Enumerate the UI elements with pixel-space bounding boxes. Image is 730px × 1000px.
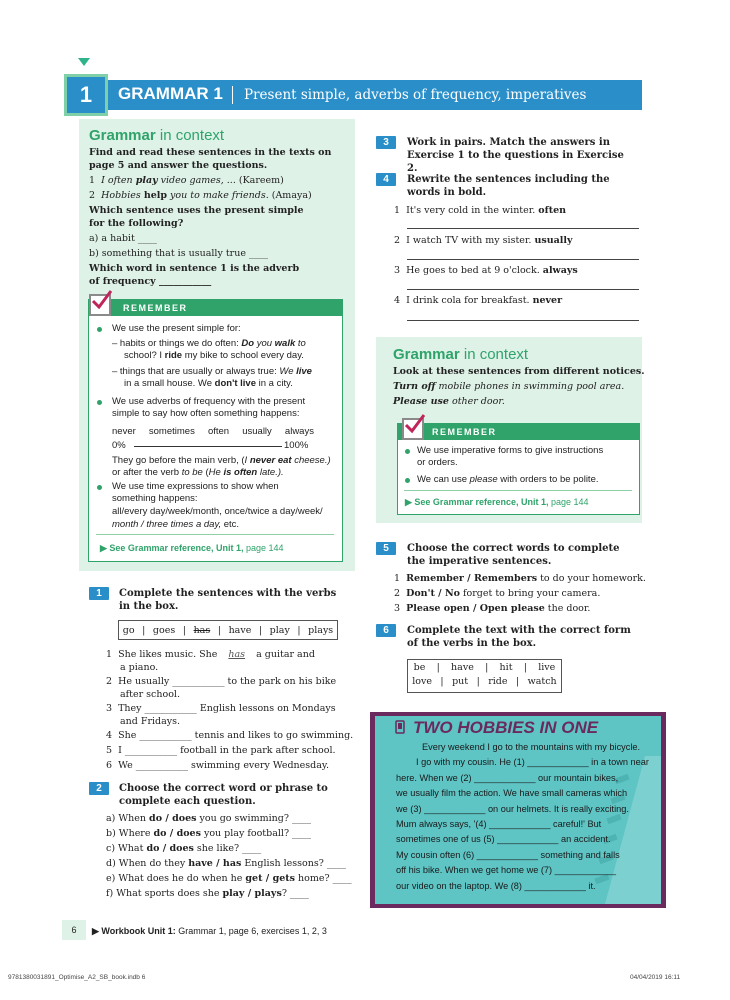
word-have: have xyxy=(228,624,252,636)
bullet-icon xyxy=(97,327,102,332)
word-go: go xyxy=(122,624,135,636)
ex1-item-1: 1 She likes music. She has a guitar and a piano. xyxy=(106,649,315,673)
remember-time-expr-2: month / three times a day, etc. xyxy=(112,519,240,530)
ex2-item-d: d) When do they have / has English lessons? ____ xyxy=(106,858,346,869)
exercise-5-question: Choose the correct words to complete the imperative sentences. xyxy=(407,543,620,567)
blog-line: we usually film the action. We have small cameras which xyxy=(396,788,628,799)
gic-question-2: Which word in sentence 1 is the adverb of frequency ___________ xyxy=(89,263,300,287)
freq-never: never xyxy=(112,426,136,437)
bullet-icon xyxy=(97,485,102,490)
page-number-text: 6 xyxy=(71,925,77,935)
remember-before-1: They go before the main verb, (I never eat cheese.) xyxy=(112,455,331,466)
blog-line: here. When we (2) ____________ our mountain bikes, xyxy=(396,772,619,783)
remember-point-2a: We use adverbs of frequency with the present xyxy=(112,396,306,407)
word-watch: watch xyxy=(527,676,557,687)
blog-title: TWO HOBBIES IN ONE xyxy=(413,718,599,737)
freq-always: always xyxy=(284,426,314,437)
word-hit: hit xyxy=(499,662,513,673)
print-date: 04/04/2019 16:11 xyxy=(630,974,681,981)
blog-text xyxy=(380,740,660,894)
word-be: be xyxy=(413,662,426,673)
remember-heading: REMEMBER xyxy=(89,300,342,316)
phone-icon xyxy=(395,719,407,733)
gic2-sentence-2: Please use other door. xyxy=(393,396,505,407)
scale-0-percent: 0% xyxy=(112,440,126,451)
freq-sometimes: sometimes xyxy=(148,426,195,437)
ex1-item-2: 2 He usually ___________ to the park on his bike after school. xyxy=(106,676,337,700)
gic2-intro: Look at these sentences from different notices. xyxy=(393,366,645,377)
frequency-scale xyxy=(112,426,314,438)
exercise-5-number: 5 xyxy=(376,542,396,555)
blog-line: Mum always says, '(4) ____________ careful!' But xyxy=(396,819,602,830)
freq-usually: usually xyxy=(242,426,272,437)
blog-line: off his bike. When we get home we (7) ____________ xyxy=(396,865,616,876)
ex2-item-b: b) Where do / does you play football? ____ xyxy=(106,828,312,839)
word-ride: ride xyxy=(488,676,508,687)
remember-point-2b: simple to say how often something happens: xyxy=(112,408,300,419)
title-divider xyxy=(232,86,233,104)
ex4-answer-line-2[interactable] xyxy=(407,259,639,260)
scale-line xyxy=(134,446,282,447)
ex4-item-4: 4 I drink cola for breakfast. never xyxy=(394,295,563,306)
exercise-2-question: Choose the correct word or phrase to complete each question. xyxy=(119,783,328,807)
gic-sentence-1: 1 I often play video games, ... (Kareem) xyxy=(89,175,284,186)
grammar-in-context-heading: Grammar in context xyxy=(89,127,225,144)
exercise-1-question: Complete the sentences with the verbs in the box. xyxy=(119,588,337,612)
grammar-reference-link[interactable]: ▶ See Grammar reference, Unit 1, page 144 xyxy=(100,543,284,553)
remember2-point-1b: or orders. xyxy=(417,457,458,468)
ex1-item-3: 3 They ___________ English lessons on Mondays and Fridays. xyxy=(106,703,336,727)
gic-intro: Find and read these sentences in the texts on page 5 and answer the questions. xyxy=(89,147,332,171)
ex2-item-a: a) When do / does you go swimming? ____ xyxy=(106,813,311,824)
page-number xyxy=(62,920,86,940)
ex1-item-5: 5 I ___________ football in the park after school. xyxy=(106,745,336,756)
freq-often: often xyxy=(207,426,230,437)
exercise-4-question: Rewrite the sentences including the words in bold. xyxy=(407,174,610,198)
ex2-item-f: f) What sports does she play / plays? ____ xyxy=(106,888,309,899)
grammar-in-context-heading-2: Grammar in context xyxy=(393,346,529,363)
blog-line: we (3) ____________ on our helmets. It is really exciting. xyxy=(396,803,629,814)
remember-habit-line-1: – habits or things we do often: Do you walk to xyxy=(112,338,306,349)
blog-line: sometimes one of us (5) ____________ an accident. xyxy=(396,834,611,845)
bullet-icon xyxy=(405,478,410,483)
word-box-6: be | have | hit | live love | put | ride | watch xyxy=(407,659,562,693)
ex4-answer-line-1[interactable] xyxy=(407,228,639,229)
bullet-icon xyxy=(97,400,102,405)
ex4-answer-line-3[interactable] xyxy=(407,289,639,290)
ex5-item-1: 1 Remember / Remembers to do your homework. xyxy=(394,573,646,584)
workbook-reference[interactable]: ▶ Workbook Unit 1: Grammar 1, page 6, exercises 1, 2, 3 xyxy=(92,926,327,936)
word-play: play xyxy=(269,624,290,636)
gic-question-1: Which sentence uses the present simple for the following? xyxy=(89,205,304,229)
ex4-answer-line-4[interactable] xyxy=(407,320,639,321)
exercise-3-number: 3 xyxy=(376,136,396,149)
unit-number: 1 xyxy=(79,82,93,107)
word-plays: plays xyxy=(308,624,334,636)
exercise-6-question: Complete the text with the correct form of the verbs in the box. xyxy=(407,625,631,649)
exercise-3-question: Work in pairs. Match the answers in Exercise 1 to the questions in Exercise 2. xyxy=(407,137,624,174)
remember2-point-1a: We use imperative forms to give instructions xyxy=(417,445,604,456)
remember-point-3b: something happens: xyxy=(112,493,198,504)
checkmark-icon xyxy=(89,294,111,316)
word-goes: goes xyxy=(152,624,176,636)
remember-habit-line-2: school? I ride my bike to school every day. xyxy=(124,350,304,361)
blog-line: Every weekend I go to the mountains with my bicycle. xyxy=(422,742,641,752)
page-subtitle: Present simple, adverbs of frequency, imperatives xyxy=(244,87,587,103)
remember-heading-2: REMEMBER xyxy=(398,424,639,440)
blog-line: I go with my cousin. He (1) ____________ in a town near xyxy=(416,757,649,768)
arrow-down-icon xyxy=(78,58,90,66)
gic-option-a: a) a habit ____ xyxy=(89,233,157,244)
checkmark-icon xyxy=(402,418,424,440)
gic-sentence-2: 2 Hobbies help you to make friends. (Amaya) xyxy=(89,190,312,201)
remember-before-2: or after the verb to be (He is often late.). xyxy=(112,467,284,478)
exercise-1-number: 1 xyxy=(89,587,109,600)
page-title: GRAMMAR 1 xyxy=(118,84,223,103)
ex4-item-3: 3 He goes to bed at 9 o'clock. always xyxy=(394,265,578,276)
ex2-item-c: c) What do / does she like? ____ xyxy=(106,843,262,854)
word-love: love xyxy=(412,676,432,687)
word-box-1: go | goes | has | have | play | plays xyxy=(118,620,338,640)
ex2-item-e: e) What does he do when he get / gets home? ____ xyxy=(106,873,352,884)
remember2-point-2: We can use please with orders to be polite. xyxy=(417,474,599,485)
ex1-example-answer: has xyxy=(228,649,246,660)
word-has: has xyxy=(193,624,211,636)
remember-true-line-1: – things that are usually or always true: We live xyxy=(112,366,312,377)
remember2-divider xyxy=(404,490,632,491)
gic2-sentence-1: Turn off mobile phones in swimming pool area. xyxy=(393,381,625,392)
file-name: 9781380031891_Optimise_A2_SB_book.indb 6 xyxy=(8,974,146,981)
ex1-item-4: 4 She ___________ tennis and likes to go swimming. xyxy=(106,730,354,741)
remember-point-1: We use the present simple for: xyxy=(112,323,241,334)
unit-number-badge xyxy=(64,74,108,116)
remember-time-expr-1: all/every day/week/month, once/twice a day/week/ xyxy=(112,506,323,517)
blog-line: My cousin often (6) ____________ something and falls xyxy=(396,849,620,860)
remember-true-line-2: in a small house. We don't live in a city. xyxy=(124,378,293,389)
blog-line: our video on the laptop. We (8) ____________ it. xyxy=(396,880,596,891)
remember-point-3a: We use time expressions to show when xyxy=(112,481,279,492)
ex5-item-2: 2 Don't / No forget to bring your camera. xyxy=(394,588,601,599)
exercise-2-number: 2 xyxy=(89,782,109,795)
ex4-item-2: 2 I watch TV with my sister. usually xyxy=(394,235,573,246)
exercise-4-number: 4 xyxy=(376,173,396,186)
bullet-icon xyxy=(405,449,410,454)
scale-100-percent: 100% xyxy=(284,440,309,451)
exercise-6-number: 6 xyxy=(376,624,396,637)
grammar-reference-link-2[interactable]: ▶ See Grammar reference, Unit 1, page 144 xyxy=(405,497,589,507)
word-live: live xyxy=(538,662,556,673)
ex1-item-6: 6 We ___________ swimming every Wednesday. xyxy=(106,760,330,771)
ex4-item-1: 1 It's very cold in the winter. often xyxy=(394,205,567,216)
gic-option-b: b) something that is usually true ____ xyxy=(89,248,268,259)
ex5-item-3: 3 Please open / Open please the door. xyxy=(394,603,591,614)
remember-divider xyxy=(96,534,334,535)
word-have: have xyxy=(451,662,474,673)
word-put: put xyxy=(452,676,469,687)
